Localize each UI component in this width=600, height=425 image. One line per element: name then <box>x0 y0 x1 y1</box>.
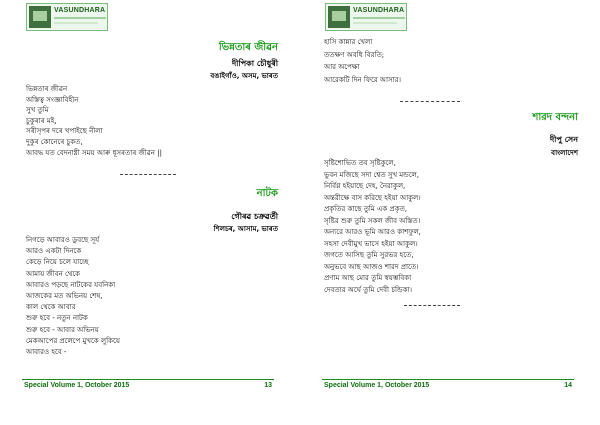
poem-line: আজকের মত অভিনয় শেষ, <box>26 291 103 300</box>
separator <box>404 305 460 306</box>
poem-line: নিগড়ে আবারও ডুবছে সূর্য <box>26 236 100 244</box>
poem-line: মেকআপের প্রলেপে মুখকে লুকিয়ে <box>26 336 120 345</box>
poem-line: সহসা দেবীমুখ ভাসে হইয়া আকুল। <box>324 239 418 248</box>
poem-line: আবদ্ধ যত বেদনাগ্নী সময় আৰু ধূসৰতাৰ জীৱন || <box>26 148 162 157</box>
logo-tagline-bar-2 <box>353 22 397 24</box>
poem-line: হাসি কান্নার খেলা <box>324 38 373 46</box>
separator <box>400 101 460 102</box>
poem-line: শুরু হবে - নতুন নাটক <box>26 314 88 323</box>
poem-line: দেবতার অর্ঘে তুমি দেবী চন্ডিকা। <box>324 285 413 294</box>
poem-line: আবারও পড়ছে নাটকের যবনিকা <box>26 280 116 289</box>
poem-line: অনুভবে আছ আজও শারদ প্রাতে। <box>324 262 419 271</box>
magazine-logo <box>26 3 108 31</box>
footer-volume: Special Volume 1, October 2015 <box>24 382 130 389</box>
poem-line: সৃষ্টির শুরু তুমি সকল জীব অস্তিত। <box>324 216 421 225</box>
poem-line: কেড়ে নিয়ে চলে যাচ্ছে <box>26 258 89 267</box>
poem-title: নাটক <box>256 188 278 199</box>
poem-author-place: বাংলাদেশ <box>551 149 578 157</box>
poem-line: প্রকৃতির কাছে তুমি এক প্রকৃত, <box>324 205 408 213</box>
poem-line: আরেকটি দিন ফিরে আসার। <box>324 75 402 84</box>
logo-tagline-bar-2 <box>54 22 98 24</box>
poem-author-place: বঙাইগাঁও, অসম, ভাৰত <box>210 72 278 80</box>
poem-line: আবারও হবে - <box>26 347 67 356</box>
poem-line: আমায় জীবন থেকে <box>26 269 81 278</box>
poem-body <box>324 158 421 296</box>
poem-author: দীপু সেন <box>549 135 578 144</box>
logo-tagline-bar <box>54 17 106 19</box>
poem-line: প্রণাম আছ মোর তুমি স্বয়ম্ভবিকা <box>324 274 412 282</box>
poem-line: শুরু হবে - আবার অভিনয় <box>26 325 99 334</box>
poem-line: সুখ তুমি <box>26 106 49 115</box>
page-footer <box>22 379 274 391</box>
poem-title: ভিন্নতাৰ জীৱন <box>218 42 278 53</box>
poem-line: সৰীসৃপৰ দৰে খপাইছে নীলা <box>26 127 103 136</box>
page-number: 14 <box>564 382 572 389</box>
page-footer <box>322 379 574 391</box>
poem-line: অন্তরীক্ষে বাস করিছে হইয়া আকুল। <box>324 193 421 202</box>
poem-body <box>26 235 120 358</box>
logo-brand: VASUNDHARA <box>54 7 106 14</box>
poem-line: ভিন্নতাৰ জীৱন <box>26 85 68 93</box>
right-page <box>300 0 600 425</box>
poem-line: আরও একটা দিনকে <box>26 247 82 256</box>
footer-volume: Special Volume 1, October 2015 <box>324 382 430 389</box>
poem-line: সৃষ্টিশোভিত তব সৃষ্টিকুলে, <box>324 159 396 167</box>
poem-line: নির্বিণ্ণ হইয়াছে দেহ, নৈরাকুল, <box>324 182 406 190</box>
poem-title: শারদ বন্দনা <box>532 112 578 123</box>
logo-image <box>328 6 350 28</box>
poem-line: দুকুৰ কোনেৰে চুকত, <box>26 137 83 146</box>
poem-author: দীপিকা চৌধুৰী <box>231 59 278 68</box>
poem-line: ভুবন মজিছে সদা শ্বেত সুখ মন্ডলে, <box>324 170 419 179</box>
poem-body <box>324 36 401 86</box>
page-number: 13 <box>264 382 272 389</box>
poem-author-place: শিলচৰ, আসাম, ভাৰত <box>213 225 278 233</box>
separator <box>120 174 176 175</box>
poem-author: গৌৰৱ চক্ৰৱৰ্তী <box>231 212 278 221</box>
poem-line: ততক্ষণ অবধি বিরতি; <box>324 50 385 59</box>
poem-line: জগতে আসিছ তুমি সুরভর হতে, <box>324 251 414 259</box>
logo-tagline-bar <box>353 17 405 19</box>
poem-line: আর অপেক্ষা <box>324 63 360 71</box>
logo-brand: VASUNDHARA <box>353 7 405 14</box>
poem-line: অস্তিত্ব সংজ্ঞাবিহীন <box>26 95 79 104</box>
poem-line: কাল থেকে আবার <box>26 303 76 312</box>
poem-body <box>26 84 162 158</box>
poem-line: অন্যরে আরও ভূমি আরও কাশফুল, <box>324 228 421 236</box>
magazine-logo <box>325 3 407 31</box>
logo-image <box>29 6 51 28</box>
poem-line: চুকুৰাৰ মই, <box>26 116 57 125</box>
